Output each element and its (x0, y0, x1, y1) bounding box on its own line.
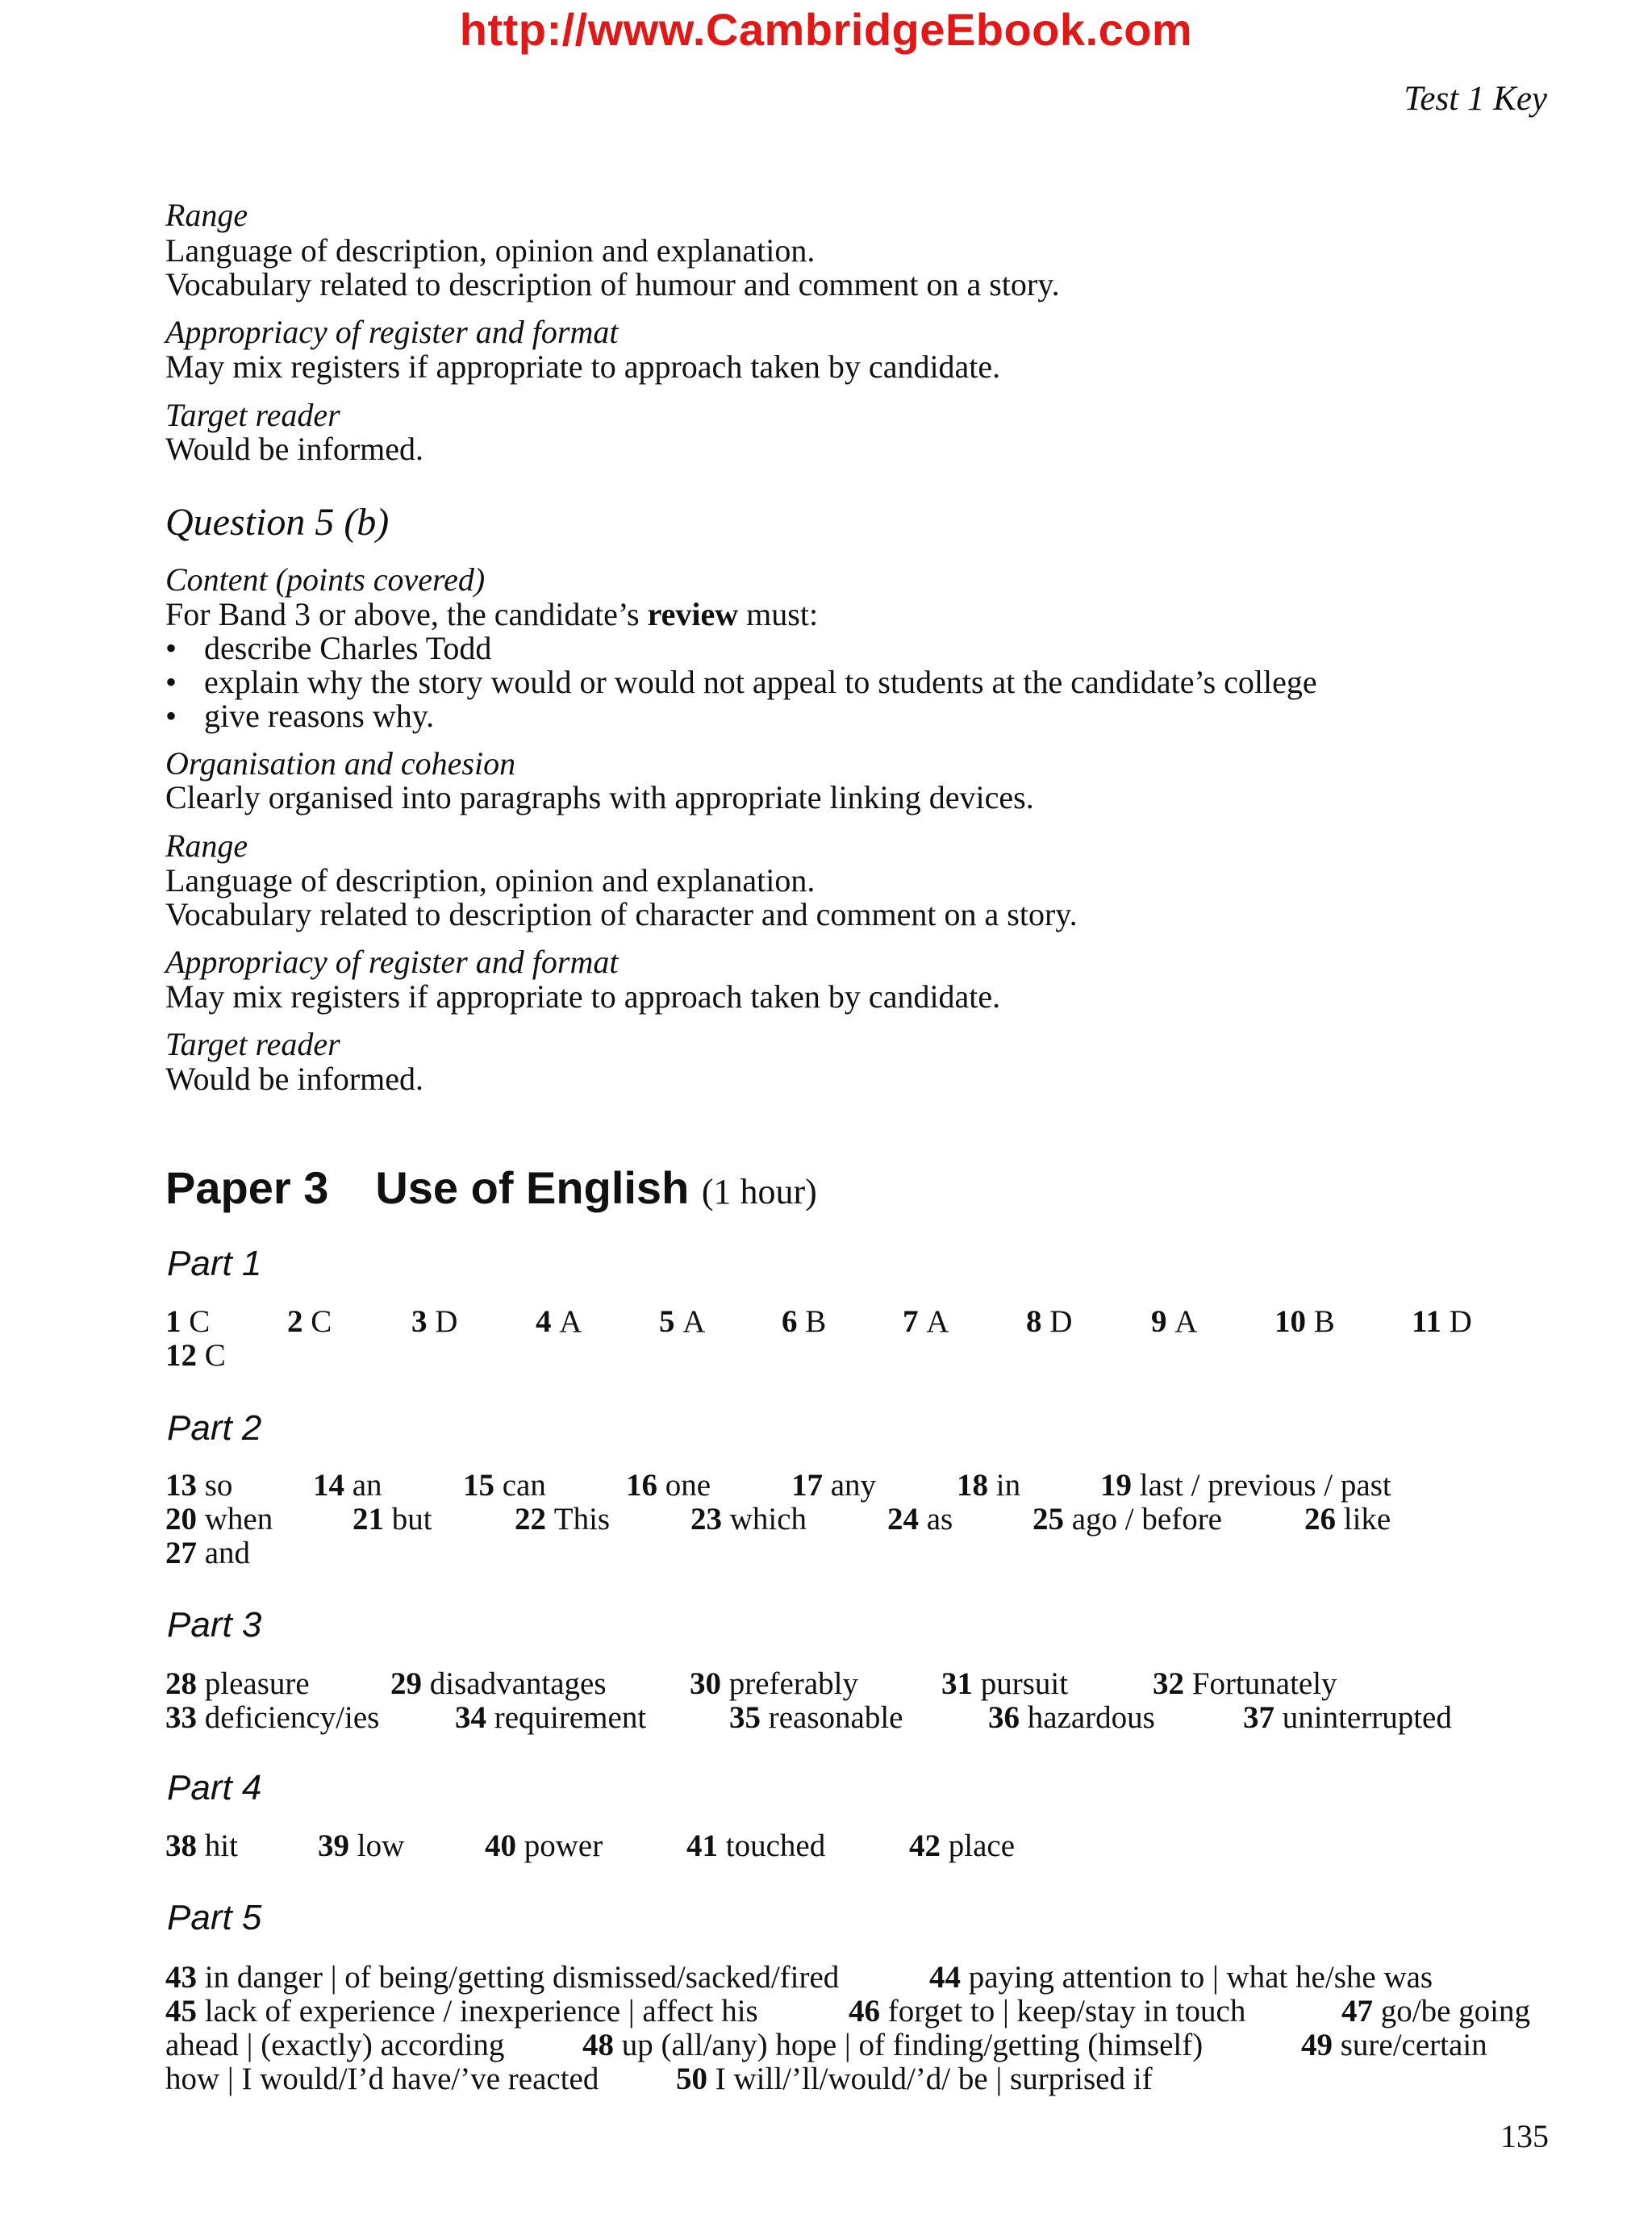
range-label: Range (165, 197, 248, 233)
bullet-icon: • (165, 664, 177, 700)
answer-item: 48 up (all/any) hope | of finding/getting (himself) (582, 2028, 1204, 2062)
answer-item: 34 requirement (455, 1700, 647, 1735)
content-label: Content (points covered) (165, 561, 486, 598)
answer-item: 28 pleasure (165, 1666, 310, 1701)
answer-item: 21 but (353, 1502, 432, 1537)
answer-item: 19 last / previous / past (1100, 1468, 1391, 1503)
answer-item: 13 so (165, 1468, 233, 1503)
answer-item: 1 C (165, 1304, 211, 1339)
website-url[interactable]: http://www.CambridgeEbook.com (459, 4, 1193, 55)
target-reader-text: Would be informed. (165, 1061, 424, 1097)
range-text-1: Language of description, opinion and explanation. (165, 232, 816, 269)
answer-item: 42 place (909, 1828, 1016, 1863)
answer-item: 30 preferably (690, 1666, 858, 1701)
target-reader-label: Target reader (165, 1026, 340, 1062)
answer-item: 11 D (1412, 1304, 1472, 1339)
register-text: May mix registers if appropriate to approach taken by candidate. (165, 348, 1001, 385)
register-label: Appropriacy of register and format (165, 314, 619, 350)
answer-item: 14 an (313, 1468, 382, 1503)
part-label: Part 3 (167, 1605, 262, 1645)
answer-item: 33 deficiency/ies (165, 1700, 380, 1735)
answer-item: 7 A (903, 1304, 949, 1339)
target-reader-label: Target reader (165, 397, 340, 433)
answer-item: 25 ago / before (1032, 1502, 1222, 1537)
answer-item: how | I would/I’d have/’ve reacted (165, 2062, 599, 2096)
answer-item: 38 hit (165, 1828, 238, 1863)
answer-item: 4 A (536, 1304, 582, 1339)
answer-item: 10 B (1274, 1304, 1335, 1339)
bullet-text: explain why the story would or would not appeal to students at the candidate’s college (204, 664, 1317, 700)
answer-item: 35 reasonable (729, 1700, 903, 1735)
answer-item: 43 in danger | of being/getting dismissed/sacked/fired (165, 1960, 840, 1995)
bullet-item (165, 698, 434, 734)
answer-item: 6 B (782, 1304, 827, 1339)
answer-item: 41 touched (686, 1828, 826, 1863)
answer-item: 12 C (165, 1338, 226, 1373)
bullet-icon: • (165, 698, 177, 734)
answer-item: 36 hazardous (988, 1700, 1155, 1735)
intro-bold: review (647, 596, 739, 632)
paper-heading (165, 1161, 817, 1214)
answer-item: 29 disadvantages (390, 1666, 607, 1701)
bullet-text: give reasons why. (204, 698, 435, 734)
answer-item: 46 forget to | keep/stay in touch (849, 1994, 1246, 2029)
part-label: Part 2 (167, 1408, 262, 1448)
answer-item: ahead | (exactly) according (165, 2028, 505, 2062)
answer-item: 8 D (1026, 1304, 1073, 1339)
bullet-item (165, 631, 491, 666)
answer-item: 24 as (887, 1502, 953, 1537)
register-label: Appropriacy of register and format (165, 944, 619, 980)
answer-item: 9 A (1151, 1304, 1198, 1339)
organisation-label: Organisation and cohesion (165, 745, 516, 782)
bullet-icon: • (165, 630, 177, 666)
paper-number: Paper 3 (165, 1162, 329, 1213)
answer-item: 44 paying attention to | what he/she was (929, 1960, 1433, 1995)
answer-item: 18 in (957, 1468, 1021, 1503)
answer-item: 27 and (165, 1536, 251, 1570)
register-text: May mix registers if appropriate to approach taken by candidate. (165, 978, 1001, 1015)
range-label: Range (165, 828, 248, 864)
organisation-text: Clearly organised into paragraphs with appropriate linking devices. (165, 779, 1034, 815)
paper-title: Use of English (375, 1162, 690, 1213)
answer-item: 2 C (287, 1304, 332, 1339)
question-heading: Question 5 (b) (165, 501, 390, 544)
answer-item: 3 D (411, 1304, 458, 1339)
answer-item: 32 Fortunately (1153, 1666, 1337, 1701)
range-text-2: Vocabulary related to description of character and comment on a story. (165, 896, 1078, 932)
part-label: Part 4 (167, 1768, 262, 1808)
intro-pre: For Band 3 or above, the candidate’s (165, 596, 648, 632)
part-label: Part 5 (167, 1898, 262, 1937)
paper-duration: (1 hour) (701, 1172, 817, 1211)
answer-item: 15 can (463, 1468, 546, 1503)
answer-item: 39 low (318, 1828, 405, 1863)
range-text-2: Vocabulary related to description of humour and comment on a story. (165, 266, 1060, 302)
answer-item: 37 uninterrupted (1243, 1700, 1452, 1735)
answer-item: 26 like (1304, 1502, 1391, 1537)
answer-item: 49 sure/certain (1301, 2028, 1487, 2062)
running-head: Test 1 Key (1404, 80, 1547, 118)
answer-item: 50 I will/’ll/would/’d/ be | surprised if (676, 2062, 1153, 2096)
range-text-1: Language of description, opinion and explanation. (165, 862, 816, 899)
answer-item: 16 one (626, 1468, 711, 1503)
answer-item: 17 any (791, 1468, 877, 1503)
answer-item: 40 power (485, 1828, 603, 1863)
answer-item: 23 which (690, 1502, 807, 1537)
content-intro (165, 597, 818, 632)
answer-item: 22 This (515, 1502, 611, 1537)
answer-item: 20 when (165, 1502, 273, 1537)
part-label: Part 1 (167, 1244, 262, 1283)
answer-item: 31 pursuit (941, 1666, 1069, 1701)
answer-item: 47 go/be going (1341, 1994, 1530, 2029)
page-number: 135 (1500, 2118, 1549, 2154)
bullet-text: describe Charles Todd (204, 630, 492, 666)
answer-item: 5 A (659, 1304, 706, 1339)
bullet-item (165, 665, 1317, 700)
intro-post: must: (738, 596, 819, 632)
target-reader-text: Would be informed. (165, 431, 424, 467)
answer-item: 45 lack of experience / inexperience | affect his (165, 1994, 758, 2029)
